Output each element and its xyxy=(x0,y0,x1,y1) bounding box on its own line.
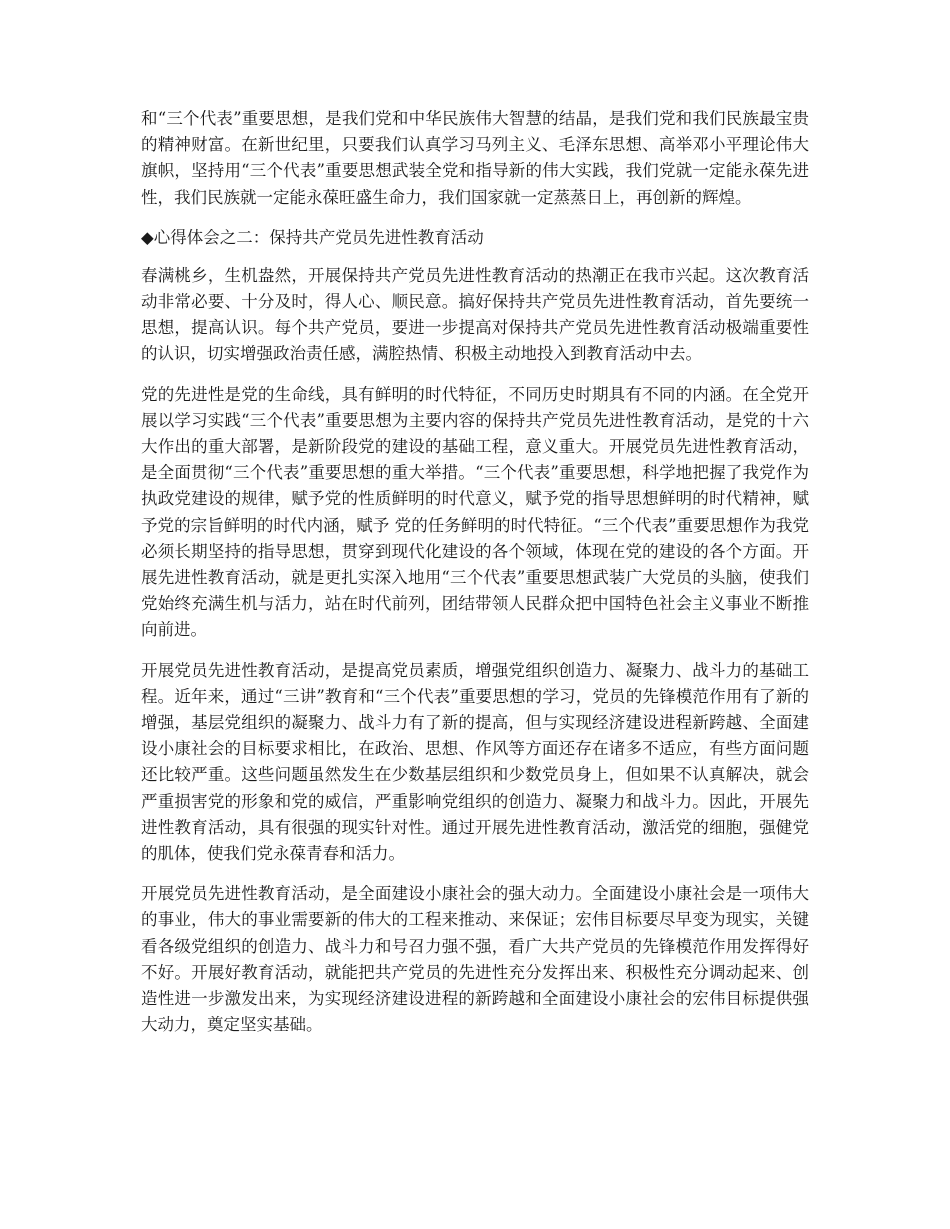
paragraph-2: 党的先进性是党的生命线，具有鲜明的时代特征，不同历史时期具有不同的内涵。在全党开展以学习实践“三个代表”重要思想为主要内容的保持共产党员先进性教育活动，是党的十六大作出的重大部署，是新阶段党的建设的基础工程，意义重大。开展党员先进性教育活动，是全面贯彻“三个代表”重要思想的重大举措。“三个代表”重要思想，科学地把握了我党作为执政党建设的规律，赋予党的性质鲜明的时代意义，赋予党的指导思想鲜明的时代精神，赋予党的宗旨鲜明的时代内涵，赋予 党的任务鲜明的时代特征。“三个代表”重要思想作为我党必须长期坚持的指导思想，贯穿到现代化建设的各个领域，体现在党的建设的各个方面。开展先进性教育活动，就是更扎实深入地用“三个代表”重要思想武装广大党员的头脑，使我们党始终充满生机与活力，站在时代前列，团结带领人民群众把中国特色社会主义事业不断推向前进。 xyxy=(141,384,809,640)
document-page xyxy=(141,106,809,1053)
paragraph-4: 开展党员先进性教育活动，是全面建设小康社会的强大动力。全面建设小康社会是一项伟大的事业，伟大的事业需要新的伟大的工程来推动、来保证；宏伟目标要尽早变为现实，关键看各级党组织的创造力、战斗力和号召力强不强，看广大共产党员的先锋模范作用发挥得好不好。开展好教育活动，就能把共产党员的先进性充分发挥出来、积极性充分调动起来、创造性进一步激发出来，为实现经济建设进程的新跨越和全面建设小康社会的宏伟目标提供强大动力，奠定坚实基础。 xyxy=(141,884,809,1035)
paragraph-1: 春满桃乡，生机盎然，开展保持共产党员先进性教育活动的热潮正在我市兴起。这次教育活动非常必要、十分及时，得人心、顺民意。搞好保持共产党员先进性教育活动，首先要统一思想，提高认识。每个共产党员，要进一步提高对保持共产党员先进性教育活动极端重要性的认识，切实增强政治责任感，满腔热情、积极主动地投入到教育活动中去。 xyxy=(141,265,809,364)
paragraph-3: 开展党员先进性教育活动，是提高党员素质，增强党组织创造力、凝聚力、战斗力的基础工程。近年来，通过“三讲”教育和“三个代表”重要思想的学习，党员的先锋模范作用有了新的增强，基层党组织的凝聚力、战斗力有了新的提高，但与实现经济建设进程新跨越、全面建设小康社会的目标要求相比，在政治、思想、作风等方面还存在诸多不适应，有些方面问题还比较严重。这些问题虽然发生在少数基层组织和少数党员身上，但如果不认真解决，就会严重损害党的形象和党的威信，严重影响党组织的创造力、凝聚力和战斗力。因此，开展先进性教育活动，具有很强的现实针对性。通过开展先进性教育活动，激活党的细胞，强健党的肌体，使我们党永葆青春和活力。 xyxy=(141,660,809,864)
paragraph-intro: 和“三个代表”重要思想，是我们党和中华民族伟大智慧的结晶，是我们党和我们民族最宝贵的精神财富。在新世纪里，只要我们认真学习马列主义、毛泽东思想、高举邓小平理论伟大旗帜，坚持用“三个代表”重要思想武装全党和指导新的伟大实践，我们党就一定能永葆先进性，我们民族就一定能永葆旺盛生命力，我们国家就一定蒸蒸日上，再创新的辉煌。 xyxy=(141,109,809,207)
section-heading: ◆心得体会之二：保持共产党员先进性教育活动 xyxy=(141,227,484,247)
